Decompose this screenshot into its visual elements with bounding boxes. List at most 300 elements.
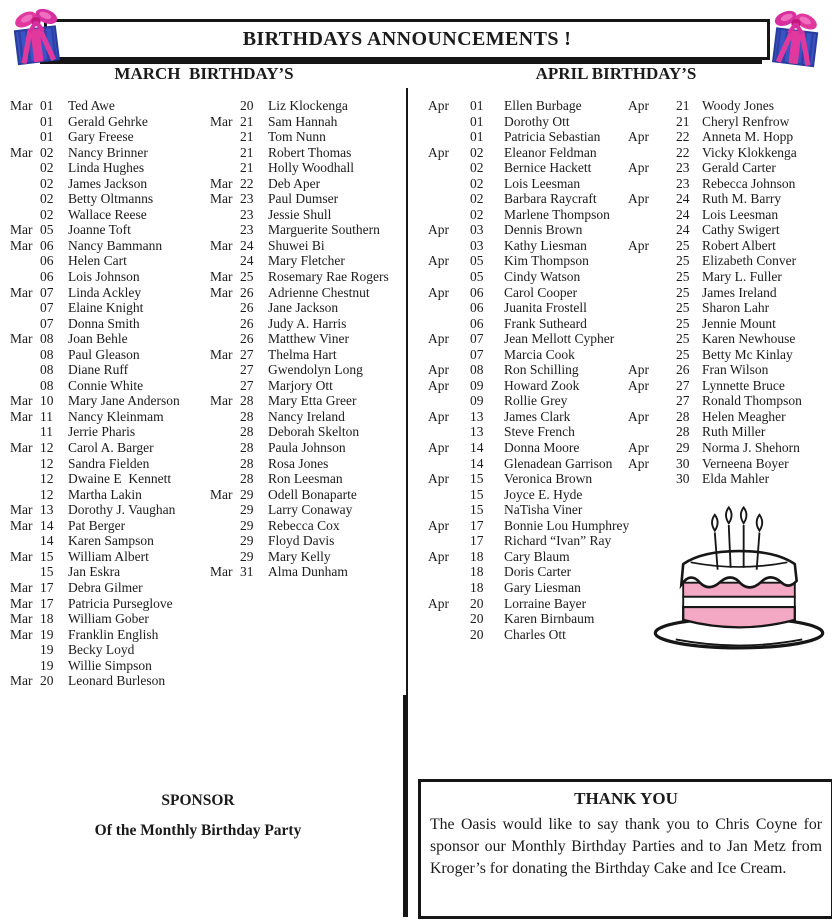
- day-label: 07: [40, 284, 54, 300]
- birthday-row: [628, 456, 802, 472]
- day-label: 01: [470, 113, 484, 129]
- month-label: Mar: [210, 191, 233, 207]
- name-label: Cary Blaum: [504, 548, 570, 564]
- month-label: Mar: [10, 393, 33, 409]
- day-label: 25: [676, 331, 690, 347]
- day-label: 27: [240, 362, 254, 378]
- name-label: Gary Freese: [68, 129, 134, 145]
- birthday-row: [10, 253, 180, 269]
- day-label: 20: [470, 626, 484, 642]
- month-label: Apr: [628, 440, 649, 456]
- day-label: 22: [240, 175, 254, 191]
- day-label: 02: [40, 144, 54, 160]
- name-label: Linda Hughes: [68, 160, 145, 176]
- birthday-row: [628, 222, 802, 238]
- name-label: Judy A. Harris: [268, 315, 347, 331]
- month-label: Mar: [210, 284, 233, 300]
- birthday-row: [628, 409, 802, 425]
- gift-icon: [765, 5, 827, 69]
- day-label: 30: [676, 455, 690, 471]
- birthday-row: [210, 487, 389, 503]
- name-label: Connie White: [68, 377, 144, 393]
- april-heading: APRIL BIRTHDAY’S: [535, 64, 697, 83]
- birthday-row: [10, 160, 180, 176]
- name-label: Gary Liesman: [504, 579, 581, 595]
- title-banner: [44, 19, 770, 60]
- name-label: Carol Cooper: [504, 284, 578, 300]
- thank-you-box: [418, 779, 832, 919]
- name-label: Franklin English: [68, 626, 159, 642]
- day-label: 28: [240, 440, 254, 456]
- birthday-row: [210, 347, 389, 363]
- birthday-row: [210, 456, 389, 472]
- name-label: Willie Simpson: [68, 657, 152, 673]
- birthday-row: [628, 160, 802, 176]
- day-label: 06: [40, 237, 54, 253]
- month-label: Mar: [210, 564, 233, 580]
- day-label: 17: [470, 517, 484, 533]
- name-label: Norma J. Shehorn: [702, 440, 800, 456]
- birthday-row: [628, 114, 802, 130]
- day-label: 29: [240, 533, 254, 549]
- month-label: Apr: [428, 440, 449, 456]
- name-label: Lorraine Bayer: [504, 595, 587, 611]
- month-label: Apr: [428, 144, 449, 160]
- birthday-row: [10, 145, 180, 161]
- birthday-row: [210, 471, 389, 487]
- birthday-row: [10, 627, 180, 643]
- month-label: Mar: [10, 579, 33, 595]
- day-label: 05: [40, 222, 54, 238]
- name-label: Carol A. Barger: [68, 440, 154, 456]
- month-label: Apr: [428, 517, 449, 533]
- day-label: 30: [676, 471, 690, 487]
- birthday-row: [10, 176, 180, 192]
- day-label: 23: [676, 175, 690, 191]
- day-label: 23: [240, 206, 254, 222]
- day-label: 25: [676, 300, 690, 316]
- birthday-row: [428, 424, 629, 440]
- day-label: 27: [676, 393, 690, 409]
- birthday-row: [10, 487, 180, 503]
- name-label: Debra Gilmer: [68, 579, 143, 595]
- birthday-row: [628, 207, 802, 223]
- name-label: Sam Hannah: [268, 113, 338, 129]
- day-label: 01: [470, 98, 484, 113]
- name-label: Richard “Ivan” Ray: [504, 533, 612, 549]
- birthday-row: [210, 393, 389, 409]
- name-label: Mary Etta Greer: [268, 393, 357, 409]
- day-label: 02: [40, 160, 54, 176]
- name-label: Jane Jackson: [268, 300, 339, 316]
- name-label: Betty Mc Kinlay: [702, 346, 793, 362]
- name-label: Jennie Mount: [702, 315, 776, 331]
- name-label: Elaine Knight: [68, 300, 144, 316]
- month-label: Apr: [428, 222, 449, 238]
- april-birthday-list-2: [628, 98, 802, 487]
- birthday-row: [210, 300, 389, 316]
- birthday-row: [10, 316, 180, 332]
- name-label: Mary Jane Anderson: [68, 393, 180, 409]
- month-label: Mar: [10, 408, 33, 424]
- birthday-row: [10, 564, 180, 580]
- birthday-row: [10, 409, 180, 425]
- day-label: 28: [240, 455, 254, 471]
- thank-you-title: THANK YOU: [574, 789, 678, 808]
- day-label: 05: [470, 269, 484, 285]
- day-label: 26: [240, 315, 254, 331]
- name-label: Anneta M. Hopp: [702, 129, 794, 145]
- birthday-row: [10, 611, 180, 627]
- month-label: Apr: [628, 377, 649, 393]
- day-label: 08: [40, 362, 54, 378]
- name-label: Elda Mahler: [702, 471, 770, 487]
- name-label: James Clark: [504, 408, 571, 424]
- name-label: Tom Nunn: [268, 129, 326, 145]
- birthday-row: [210, 549, 389, 565]
- day-label: 09: [470, 393, 484, 409]
- name-label: Helen Cart: [68, 253, 127, 269]
- name-label: Lynnette Bruce: [702, 377, 785, 393]
- day-label: 02: [470, 160, 484, 176]
- month-label: Apr: [628, 160, 649, 176]
- name-label: Woody Jones: [702, 98, 775, 113]
- day-label: 09: [470, 377, 484, 393]
- birthday-row: [428, 316, 629, 332]
- day-label: 28: [676, 424, 690, 440]
- day-label: 12: [40, 455, 54, 471]
- name-label: Karen Newhouse: [702, 331, 796, 347]
- birthday-row: [628, 145, 802, 161]
- day-label: 20: [240, 98, 254, 113]
- name-label: Dorothy J. Vaughan: [68, 502, 176, 518]
- month-label: Mar: [10, 237, 33, 253]
- column-divider-thick: [403, 695, 408, 917]
- birthday-row: [428, 253, 629, 269]
- birthday-row: [428, 549, 629, 565]
- name-label: Rollie Grey: [504, 393, 568, 409]
- day-label: 06: [470, 315, 484, 331]
- day-label: 27: [240, 346, 254, 362]
- day-label: 25: [676, 269, 690, 285]
- birthday-row: [428, 176, 629, 192]
- name-label: Marcia Cook: [504, 346, 575, 362]
- name-label: Nancy Kleinmam: [68, 408, 164, 424]
- name-label: Karen Sampson: [68, 533, 154, 549]
- name-label: Jessie Shull: [268, 206, 332, 222]
- day-label: 07: [470, 331, 484, 347]
- birthday-row: [628, 378, 802, 394]
- birthday-row: [10, 393, 180, 409]
- day-label: 02: [470, 206, 484, 222]
- day-label: 18: [470, 564, 484, 580]
- day-label: 21: [240, 113, 254, 129]
- birthday-row: [428, 564, 629, 580]
- name-label: Robert Albert: [702, 237, 776, 253]
- day-label: 28: [240, 471, 254, 487]
- name-label: Larry Conaway: [268, 502, 353, 518]
- march-birthday-list-2: [210, 98, 389, 580]
- day-label: 15: [40, 564, 54, 580]
- month-label: Mar: [10, 222, 33, 238]
- birthday-row: [10, 518, 180, 534]
- name-label: Verneena Boyer: [702, 455, 789, 471]
- name-label: James Ireland: [702, 284, 777, 300]
- name-label: Ronald Thompson: [702, 393, 802, 409]
- name-label: Ellen Burbage: [504, 98, 582, 113]
- name-label: Mary L. Fuller: [702, 269, 782, 285]
- month-label: Apr: [428, 595, 449, 611]
- name-label: Doris Carter: [504, 564, 572, 580]
- birthday-row: [210, 145, 389, 161]
- birthday-row: [428, 269, 629, 285]
- name-label: Ted Awe: [68, 98, 115, 113]
- birthday-row: [210, 176, 389, 192]
- name-label: Lois Leesman: [702, 206, 779, 222]
- day-label: 26: [676, 362, 690, 378]
- day-label: 07: [40, 300, 54, 316]
- day-label: 24: [676, 206, 690, 222]
- name-label: Pat Berger: [68, 517, 126, 533]
- day-label: 15: [470, 486, 484, 502]
- birthday-row: [10, 347, 180, 363]
- birthday-row: [428, 611, 629, 627]
- birthday-row: [428, 487, 629, 503]
- day-label: 24: [676, 191, 690, 207]
- birthday-row: [628, 362, 802, 378]
- name-label: Jan Eskra: [68, 564, 121, 580]
- day-label: 26: [240, 300, 254, 316]
- birthday-row: [210, 269, 389, 285]
- name-label: Alma Dunham: [268, 564, 348, 580]
- birthday-row: [428, 409, 629, 425]
- day-label: 21: [240, 144, 254, 160]
- month-label: Mar: [10, 595, 33, 611]
- day-label: 26: [240, 284, 254, 300]
- birthday-row: [428, 378, 629, 394]
- name-label: Shuwei Bi: [268, 237, 325, 253]
- name-label: Deb Aper: [268, 175, 321, 191]
- month-label: Mar: [10, 548, 33, 564]
- month-label: Mar: [210, 113, 233, 129]
- name-label: Donna Moore: [504, 440, 580, 456]
- name-label: Steve French: [504, 424, 575, 440]
- month-label: Apr: [428, 408, 449, 424]
- name-label: Floyd Davis: [268, 533, 335, 549]
- birthday-row: [210, 331, 389, 347]
- thank-you-body: The Oasis would like to say thank you to Chris Coyne for sponsor our Monthly Birthday Parties and to Jan Metz from Kroger’s for donating the Birthday Cake and Ice Cream.: [430, 816, 822, 877]
- birthday-row: [210, 191, 389, 207]
- birthday-row: [210, 378, 389, 394]
- name-label: Veronica Brown: [504, 471, 593, 487]
- day-label: 17: [470, 533, 484, 549]
- name-label: Fran Wilson: [702, 362, 769, 378]
- day-label: 14: [40, 533, 54, 549]
- birthday-row: [210, 533, 389, 549]
- name-label: Marlene Thompson: [504, 206, 610, 222]
- day-label: 21: [240, 160, 254, 176]
- name-label: Jerrie Pharis: [68, 424, 136, 440]
- march-birthday-list-1: [10, 98, 180, 689]
- month-label: Apr: [628, 191, 649, 207]
- month-label: Mar: [10, 517, 33, 533]
- day-label: 08: [40, 331, 54, 347]
- day-label: 08: [470, 362, 484, 378]
- name-label: NaTisha Viner: [504, 502, 583, 518]
- day-label: 28: [240, 408, 254, 424]
- day-label: 15: [40, 548, 54, 564]
- day-label: 07: [470, 346, 484, 362]
- birthday-cake-icon: [646, 494, 832, 664]
- day-label: 01: [470, 129, 484, 145]
- name-label: Donna Smith: [68, 315, 140, 331]
- birthday-row: [10, 269, 180, 285]
- birthday-row: [428, 207, 629, 223]
- month-label: Mar: [10, 284, 33, 300]
- day-label: 29: [240, 502, 254, 518]
- birthday-row: [10, 533, 180, 549]
- day-label: 25: [676, 284, 690, 300]
- birthday-row: [428, 596, 629, 612]
- birthday-row: [628, 300, 802, 316]
- month-label: Apr: [428, 253, 449, 269]
- name-label: Robert Thomas: [268, 144, 352, 160]
- name-label: Gerald Gehrke: [68, 113, 148, 129]
- birthday-row: [10, 300, 180, 316]
- month-label: Mar: [210, 237, 233, 253]
- day-label: 23: [240, 222, 254, 238]
- month-label: Mar: [210, 486, 233, 502]
- name-label: Lois Leesman: [504, 175, 581, 191]
- birthday-row: [628, 393, 802, 409]
- birthday-row: [628, 98, 802, 114]
- name-label: Juanita Frostell: [504, 300, 587, 316]
- day-label: 18: [470, 579, 484, 595]
- birthday-row: [628, 347, 802, 363]
- name-label: Wallace Reese: [68, 206, 147, 222]
- birthday-row: [628, 285, 802, 301]
- name-label: Odell Bonaparte: [268, 486, 357, 502]
- birthday-row: [628, 316, 802, 332]
- birthday-row: [628, 269, 802, 285]
- day-label: 31: [240, 564, 254, 580]
- birthday-row: [210, 98, 389, 114]
- birthday-row: [210, 129, 389, 145]
- name-label: Gwendolyn Long: [268, 362, 363, 378]
- birthday-row: [210, 238, 389, 254]
- day-label: 14: [470, 455, 484, 471]
- birthday-row: [428, 440, 629, 456]
- day-label: 08: [40, 346, 54, 362]
- day-label: 26: [240, 331, 254, 347]
- day-label: 02: [470, 144, 484, 160]
- name-label: Matthew Viner: [268, 331, 350, 347]
- day-label: 25: [676, 253, 690, 269]
- day-label: 10: [40, 393, 54, 409]
- sponsor-heading: SPONSOR: [161, 792, 235, 809]
- birthday-row: [10, 191, 180, 207]
- name-label: Martha Lakin: [68, 486, 142, 502]
- birthday-row: [628, 129, 802, 145]
- birthday-row: [10, 378, 180, 394]
- birthday-row: [428, 580, 629, 596]
- day-label: 01: [40, 129, 54, 145]
- name-label: Ruth M. Barry: [702, 191, 782, 207]
- birthday-row: [428, 238, 629, 254]
- birthday-row: [10, 471, 180, 487]
- month-label: Mar: [10, 673, 33, 689]
- birthday-row: [428, 518, 629, 534]
- name-label: Nancy Ireland: [268, 408, 345, 424]
- birthday-row: [210, 502, 389, 518]
- birthday-row: [628, 176, 802, 192]
- month-label: Apr: [428, 471, 449, 487]
- birthday-row: [428, 362, 629, 378]
- day-label: 27: [240, 377, 254, 393]
- birthday-row: [428, 300, 629, 316]
- name-label: James Jackson: [68, 175, 148, 191]
- day-label: 25: [676, 237, 690, 253]
- name-label: Jean Mellott Cypher: [504, 331, 615, 347]
- name-label: Ron Leesman: [268, 471, 343, 487]
- name-label: Howard Zook: [504, 377, 580, 393]
- day-label: 21: [240, 129, 254, 145]
- day-label: 29: [240, 517, 254, 533]
- month-label: Apr: [428, 362, 449, 378]
- day-label: 12: [40, 471, 54, 487]
- name-label: Barbara Raycraft: [504, 191, 597, 207]
- birthday-row: [628, 191, 802, 207]
- sponsor-section: [48, 792, 348, 840]
- birthday-row: [10, 596, 180, 612]
- day-label: 12: [40, 440, 54, 456]
- month-label: Mar: [10, 502, 33, 518]
- name-label: Dorothy Ott: [504, 113, 570, 129]
- day-label: 14: [40, 517, 54, 533]
- birthday-row: [10, 642, 180, 658]
- name-label: Helen Meagher: [702, 408, 786, 424]
- name-label: Charles Ott: [504, 626, 566, 642]
- birthday-row: [210, 564, 389, 580]
- birthday-row: [428, 393, 629, 409]
- name-label: Leonard Burleson: [68, 673, 166, 689]
- name-label: Lois Johnson: [68, 269, 140, 285]
- name-label: Joan Behle: [68, 331, 128, 347]
- birthday-row: [10, 98, 180, 114]
- day-label: 13: [470, 424, 484, 440]
- day-label: 15: [470, 471, 484, 487]
- day-label: 17: [40, 579, 54, 595]
- day-label: 29: [240, 486, 254, 502]
- name-label: Mary Fletcher: [268, 253, 345, 269]
- birthday-row: [10, 658, 180, 674]
- day-label: 24: [240, 253, 254, 269]
- name-label: Paula Johnson: [268, 440, 346, 456]
- name-label: Vicky Klokkenga: [702, 144, 797, 160]
- birthday-row: [10, 456, 180, 472]
- birthday-row: [10, 129, 180, 145]
- day-label: 24: [676, 222, 690, 238]
- month-label: Mar: [210, 393, 233, 409]
- day-label: 14: [470, 440, 484, 456]
- day-label: 18: [40, 611, 54, 627]
- sponsor-subtitle: Of the Monthly Birthday Party: [94, 822, 302, 839]
- name-label: Cheryl Renfrow: [702, 113, 790, 129]
- day-label: 29: [676, 440, 690, 456]
- birthday-row: [628, 331, 802, 347]
- birthday-row: [428, 114, 629, 130]
- birthday-row: [210, 222, 389, 238]
